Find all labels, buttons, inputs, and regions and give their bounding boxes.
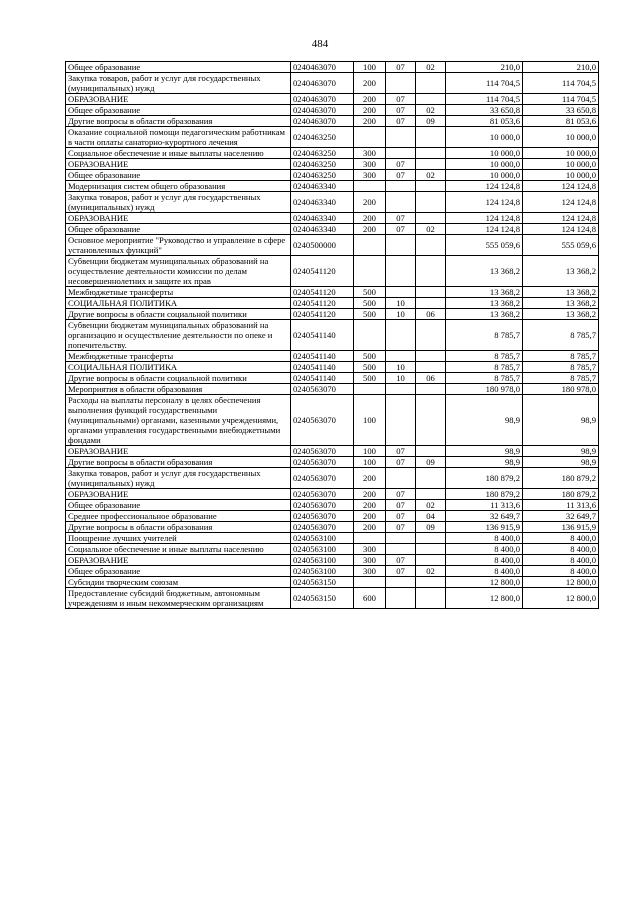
row-section: [386, 351, 416, 362]
table-row: [66, 522, 599, 533]
row-name: Расходы на выплаты персоналу в целях обеспечения выполнения функций государственными (муниципальными) органами, казенными учреждениями, органами управления государственными внебюджетными фондами: [66, 395, 291, 446]
row-name: Другие вопросы в области образования: [66, 116, 291, 127]
row-subsection: [416, 213, 446, 224]
row-subsection: [416, 489, 446, 500]
row-code: 0240563100: [291, 544, 354, 555]
row-code: 0240563070: [291, 384, 354, 395]
row-code: 0240463340: [291, 181, 354, 192]
row-subsection: [416, 588, 446, 609]
page-number: 484: [311, 38, 329, 50]
table-row: [66, 489, 599, 500]
row-code: 0240463340: [291, 224, 354, 235]
row-name: Общее образование: [66, 500, 291, 511]
row-code: 0240463250: [291, 159, 354, 170]
budget-table: [65, 61, 599, 609]
row-amount-1: 10 000,0: [446, 159, 523, 170]
row-code: 0240563100: [291, 533, 354, 544]
row-name: Субвенции бюджетам муниципальных образований на организацию и осуществление деятельности по опеке и попечительству.: [66, 320, 291, 351]
row-expense-type: 100: [354, 446, 386, 457]
row-expense-type: 500: [354, 287, 386, 298]
row-expense-type: 600: [354, 588, 386, 609]
row-section: 10: [386, 362, 416, 373]
row-expense-type: 500: [354, 309, 386, 320]
row-section: [386, 235, 416, 256]
row-expense-type: 200: [354, 105, 386, 116]
row-code: 0240563070: [291, 511, 354, 522]
row-amount-2: 114 704,5: [523, 94, 599, 105]
row-expense-type: 200: [354, 224, 386, 235]
row-amount-2: 12 800,0: [523, 588, 599, 609]
row-subsection: [416, 320, 446, 351]
row-expense-type: 200: [354, 192, 386, 213]
row-subsection: [416, 181, 446, 192]
row-name: Закупка товаров, работ и услуг для государственных (муниципальных) нужд: [66, 468, 291, 489]
table-row: [66, 320, 599, 351]
row-name: Другие вопросы в области социальной политики: [66, 309, 291, 320]
row-amount-1: 13 368,2: [446, 256, 523, 287]
row-amount-2: 8 400,0: [523, 544, 599, 555]
row-expense-type: 300: [354, 555, 386, 566]
row-subsection: 02: [416, 170, 446, 181]
table-row: [66, 309, 599, 320]
row-section: [386, 287, 416, 298]
row-amount-2: 8 400,0: [523, 566, 599, 577]
row-amount-1: 13 368,2: [446, 298, 523, 309]
row-expense-type: [354, 577, 386, 588]
row-amount-2: 33 650,8: [523, 105, 599, 116]
row-code: 0240463250: [291, 148, 354, 159]
row-amount-2: 8 400,0: [523, 555, 599, 566]
row-amount-2: 555 059,6: [523, 235, 599, 256]
row-name: Межбюджетные трансферты: [66, 351, 291, 362]
row-amount-1: 8 785,7: [446, 362, 523, 373]
row-expense-type: [354, 181, 386, 192]
row-amount-2: 13 368,2: [523, 256, 599, 287]
table-row: [66, 373, 599, 384]
row-name: Общее образование: [66, 224, 291, 235]
row-section: 07: [386, 522, 416, 533]
row-name: ОБРАЗОВАНИЕ: [66, 213, 291, 224]
row-expense-type: 200: [354, 468, 386, 489]
row-name: ОБРАЗОВАНИЕ: [66, 446, 291, 457]
table-row: [66, 468, 599, 489]
row-section: 07: [386, 170, 416, 181]
table-row: [66, 181, 599, 192]
row-section: 07: [386, 446, 416, 457]
table-row: [66, 94, 599, 105]
row-amount-2: 124 124,8: [523, 213, 599, 224]
row-amount-1: 180 879,2: [446, 489, 523, 500]
row-code: 0240463070: [291, 116, 354, 127]
row-expense-type: 200: [354, 213, 386, 224]
row-amount-1: 98,9: [446, 395, 523, 446]
row-subsection: [416, 298, 446, 309]
row-amount-2: 10 000,0: [523, 127, 599, 148]
row-expense-type: 100: [354, 395, 386, 446]
row-subsection: [416, 192, 446, 213]
row-amount-1: 136 915,9: [446, 522, 523, 533]
row-expense-type: [354, 256, 386, 287]
row-name: Оказание социальной помощи педагогическим работникам в части оплаты санаторно-курортного лечения: [66, 127, 291, 148]
row-amount-2: 10 000,0: [523, 148, 599, 159]
row-amount-2: 98,9: [523, 446, 599, 457]
row-expense-type: 500: [354, 373, 386, 384]
row-name: ОБРАЗОВАНИЕ: [66, 489, 291, 500]
table-row: [66, 224, 599, 235]
row-expense-type: 500: [354, 351, 386, 362]
row-amount-1: 98,9: [446, 457, 523, 468]
row-code: 0240500000: [291, 235, 354, 256]
table-row: [66, 298, 599, 309]
row-code: 0240541140: [291, 320, 354, 351]
row-section: [386, 192, 416, 213]
row-expense-type: 200: [354, 500, 386, 511]
row-amount-2: 8 785,7: [523, 320, 599, 351]
table-row: [66, 395, 599, 446]
row-name: Субвенции бюджетам муниципальных образований на осуществление деятельности комиссии по делам несовершеннолетних и защите их прав: [66, 256, 291, 287]
row-name: Общее образование: [66, 170, 291, 181]
row-amount-2: 11 313,6: [523, 500, 599, 511]
row-expense-type: [354, 384, 386, 395]
table-row: [66, 256, 599, 287]
row-amount-1: 8 400,0: [446, 566, 523, 577]
row-expense-type: 500: [354, 362, 386, 373]
row-section: [386, 468, 416, 489]
row-section: 07: [386, 62, 416, 73]
row-name: Социальное обеспечение и иные выплаты населению: [66, 544, 291, 555]
row-amount-2: 8 400,0: [523, 533, 599, 544]
row-name: ОБРАЗОВАНИЕ: [66, 159, 291, 170]
row-subsection: [416, 395, 446, 446]
row-subsection: [416, 544, 446, 555]
table-row: [66, 170, 599, 181]
row-section: 07: [386, 457, 416, 468]
row-subsection: [416, 235, 446, 256]
row-amount-2: 8 785,7: [523, 362, 599, 373]
row-subsection: 02: [416, 224, 446, 235]
row-amount-2: 180 879,2: [523, 489, 599, 500]
row-amount-2: 13 368,2: [523, 287, 599, 298]
row-amount-2: 12 800,0: [523, 577, 599, 588]
row-expense-type: 300: [354, 159, 386, 170]
row-name: Социальное обеспечение и иные выплаты населению: [66, 148, 291, 159]
row-section: 07: [386, 500, 416, 511]
row-amount-1: 13 368,2: [446, 309, 523, 320]
row-subsection: 09: [416, 457, 446, 468]
row-amount-1: 180 879,2: [446, 468, 523, 489]
row-amount-1: 81 053,6: [446, 116, 523, 127]
row-amount-2: 32 649,7: [523, 511, 599, 522]
row-code: 0240463250: [291, 127, 354, 148]
row-expense-type: 500: [354, 298, 386, 309]
row-amount-1: 8 785,7: [446, 320, 523, 351]
row-name: Поощрение лучших учителей: [66, 533, 291, 544]
row-subsection: 09: [416, 116, 446, 127]
row-code: 0240541120: [291, 309, 354, 320]
row-name: Основное мероприятие "Руководство и управление в сфере установленных функций": [66, 235, 291, 256]
row-name: Межбюджетные трансферты: [66, 287, 291, 298]
row-amount-2: 98,9: [523, 395, 599, 446]
row-code: 0240541140: [291, 351, 354, 362]
row-name: Общее образование: [66, 566, 291, 577]
row-amount-1: 124 124,8: [446, 213, 523, 224]
row-expense-type: 100: [354, 62, 386, 73]
row-code: 0240563070: [291, 457, 354, 468]
row-amount-2: 180 879,2: [523, 468, 599, 489]
row-section: 07: [386, 511, 416, 522]
row-expense-type: [354, 320, 386, 351]
row-subsection: [416, 362, 446, 373]
row-code: 0240463070: [291, 105, 354, 116]
row-amount-1: 10 000,0: [446, 148, 523, 159]
row-code: 0240541120: [291, 256, 354, 287]
row-name: СОЦИАЛЬНАЯ ПОЛИТИКА: [66, 298, 291, 309]
row-amount-1: 8 400,0: [446, 533, 523, 544]
row-name: Модернизация систем общего образования: [66, 181, 291, 192]
row-amount-1: 10 000,0: [446, 127, 523, 148]
row-amount-2: 210,0: [523, 62, 599, 73]
table-row: [66, 511, 599, 522]
row-amount-1: 210,0: [446, 62, 523, 73]
row-section: 07: [386, 94, 416, 105]
row-subsection: [416, 94, 446, 105]
row-section: 07: [386, 555, 416, 566]
row-section: [386, 533, 416, 544]
table-row: [66, 351, 599, 362]
row-amount-2: 10 000,0: [523, 159, 599, 170]
row-name: Другие вопросы в области образования: [66, 457, 291, 468]
row-amount-2: 8 785,7: [523, 351, 599, 362]
row-subsection: [416, 468, 446, 489]
row-code: 0240541120: [291, 287, 354, 298]
row-amount-2: 13 368,2: [523, 298, 599, 309]
row-amount-2: 13 368,2: [523, 309, 599, 320]
row-subsection: [416, 159, 446, 170]
row-amount-2: 98,9: [523, 457, 599, 468]
row-code: 0240463070: [291, 73, 354, 94]
table-row: [66, 544, 599, 555]
row-name: ОБРАЗОВАНИЕ: [66, 94, 291, 105]
row-expense-type: 200: [354, 94, 386, 105]
row-amount-2: 114 704,5: [523, 73, 599, 94]
row-amount-1: 114 704,5: [446, 73, 523, 94]
table-row: [66, 384, 599, 395]
row-expense-type: [354, 533, 386, 544]
row-code: 0240563070: [291, 489, 354, 500]
table-row: [66, 148, 599, 159]
row-name: СОЦИАЛЬНАЯ ПОЛИТИКА: [66, 362, 291, 373]
row-subsection: 02: [416, 566, 446, 577]
table-row: [66, 213, 599, 224]
table-row: [66, 235, 599, 256]
row-section: [386, 127, 416, 148]
row-section: 07: [386, 116, 416, 127]
row-name: Другие вопросы в области образования: [66, 522, 291, 533]
budget-table-body: [66, 62, 599, 609]
row-subsection: 02: [416, 62, 446, 73]
row-subsection: 02: [416, 500, 446, 511]
row-amount-1: 10 000,0: [446, 170, 523, 181]
row-name: Другие вопросы в области социальной политики: [66, 373, 291, 384]
row-code: 0240563150: [291, 588, 354, 609]
row-amount-1: 8 785,7: [446, 351, 523, 362]
row-section: [386, 577, 416, 588]
row-expense-type: 300: [354, 170, 386, 181]
row-amount-2: 124 124,8: [523, 192, 599, 213]
row-subsection: 06: [416, 373, 446, 384]
row-name: ОБРАЗОВАНИЕ: [66, 555, 291, 566]
row-amount-1: 124 124,8: [446, 224, 523, 235]
row-name: Мероприятия в области образования: [66, 384, 291, 395]
row-amount-1: 8 400,0: [446, 555, 523, 566]
row-amount-1: 12 800,0: [446, 577, 523, 588]
row-amount-2: 81 053,6: [523, 116, 599, 127]
row-section: 07: [386, 566, 416, 577]
row-section: [386, 73, 416, 94]
row-amount-1: 124 124,8: [446, 192, 523, 213]
row-expense-type: 300: [354, 566, 386, 577]
table-row: [66, 457, 599, 468]
row-amount-2: 10 000,0: [523, 170, 599, 181]
row-code: 0240563070: [291, 395, 354, 446]
row-section: [386, 320, 416, 351]
row-amount-1: 32 649,7: [446, 511, 523, 522]
row-code: 0240463340: [291, 213, 354, 224]
row-expense-type: 200: [354, 116, 386, 127]
row-code: 0240541120: [291, 298, 354, 309]
row-section: [386, 395, 416, 446]
row-amount-1: 13 368,2: [446, 287, 523, 298]
row-code: 0240463070: [291, 94, 354, 105]
row-expense-type: 100: [354, 457, 386, 468]
table-row: [66, 116, 599, 127]
row-code: 0240563070: [291, 500, 354, 511]
row-subsection: [416, 384, 446, 395]
row-amount-1: 11 313,6: [446, 500, 523, 511]
table-row: [66, 577, 599, 588]
table-row: [66, 533, 599, 544]
table-row: [66, 446, 599, 457]
row-amount-1: 555 059,6: [446, 235, 523, 256]
row-code: 0240463340: [291, 192, 354, 213]
row-name: Закупка товаров, работ и услуг для государственных (муниципальных) нужд: [66, 192, 291, 213]
table-row: [66, 566, 599, 577]
table-row: [66, 287, 599, 298]
table-row: [66, 362, 599, 373]
row-section: 07: [386, 224, 416, 235]
row-subsection: [416, 148, 446, 159]
row-section: [386, 181, 416, 192]
row-code: 0240563070: [291, 468, 354, 489]
row-expense-type: 200: [354, 511, 386, 522]
row-name: Субсидии творческим союзам: [66, 577, 291, 588]
row-code: 0240563070: [291, 446, 354, 457]
row-amount-1: 180 978,0: [446, 384, 523, 395]
row-code: 0240563100: [291, 555, 354, 566]
row-amount-1: 8 400,0: [446, 544, 523, 555]
row-code: 0240563100: [291, 566, 354, 577]
row-expense-type: [354, 235, 386, 256]
table-row: [66, 62, 599, 73]
row-section: [386, 588, 416, 609]
row-subsection: [416, 577, 446, 588]
row-section: [386, 256, 416, 287]
row-code: 0240463070: [291, 62, 354, 73]
row-subsection: 04: [416, 511, 446, 522]
row-expense-type: 200: [354, 73, 386, 94]
table-row: [66, 500, 599, 511]
row-name: Предоставление субсидий бюджетным, автономным учреждениям и иным некоммерческим организациям: [66, 588, 291, 609]
row-amount-1: 8 785,7: [446, 373, 523, 384]
row-section: 10: [386, 298, 416, 309]
row-subsection: [416, 533, 446, 544]
row-amount-1: 98,9: [446, 446, 523, 457]
row-subsection: 02: [416, 105, 446, 116]
row-expense-type: 200: [354, 522, 386, 533]
row-expense-type: 300: [354, 544, 386, 555]
row-subsection: 06: [416, 309, 446, 320]
table-row: [66, 127, 599, 148]
row-expense-type: [354, 127, 386, 148]
row-section: [386, 384, 416, 395]
row-section: [386, 544, 416, 555]
row-subsection: [416, 555, 446, 566]
row-subsection: [416, 127, 446, 148]
row-section: 10: [386, 309, 416, 320]
row-subsection: [416, 351, 446, 362]
row-name: Закупка товаров, работ и услуг для государственных (муниципальных) нужд: [66, 73, 291, 94]
row-expense-type: 300: [354, 148, 386, 159]
row-amount-2: 136 915,9: [523, 522, 599, 533]
row-code: 0240541140: [291, 373, 354, 384]
row-amount-2: 8 785,7: [523, 373, 599, 384]
row-amount-2: 124 124,8: [523, 224, 599, 235]
row-expense-type: 200: [354, 489, 386, 500]
row-section: 07: [386, 489, 416, 500]
table-row: [66, 192, 599, 213]
row-code: 0240563070: [291, 522, 354, 533]
row-code: 0240563150: [291, 577, 354, 588]
row-amount-1: 114 704,5: [446, 94, 523, 105]
row-amount-2: 124 124,8: [523, 181, 599, 192]
row-section: 10: [386, 373, 416, 384]
row-code: 0240463250: [291, 170, 354, 181]
row-section: 07: [386, 213, 416, 224]
row-section: 07: [386, 159, 416, 170]
row-subsection: [416, 446, 446, 457]
row-name: Среднее профессиональное образование: [66, 511, 291, 522]
row-name: Общее образование: [66, 62, 291, 73]
row-subsection: [416, 73, 446, 94]
table-row: [66, 555, 599, 566]
table-row: [66, 105, 599, 116]
row-section: [386, 148, 416, 159]
row-code: 0240541140: [291, 362, 354, 373]
row-name: Общее образование: [66, 105, 291, 116]
row-amount-1: 12 800,0: [446, 588, 523, 609]
row-amount-1: 33 650,8: [446, 105, 523, 116]
row-subsection: [416, 256, 446, 287]
table-row: [66, 588, 599, 609]
row-subsection: 09: [416, 522, 446, 533]
table-row: [66, 73, 599, 94]
table-row: [66, 159, 599, 170]
row-amount-1: 124 124,8: [446, 181, 523, 192]
row-section: 07: [386, 105, 416, 116]
row-subsection: [416, 287, 446, 298]
row-amount-2: 180 978,0: [523, 384, 599, 395]
